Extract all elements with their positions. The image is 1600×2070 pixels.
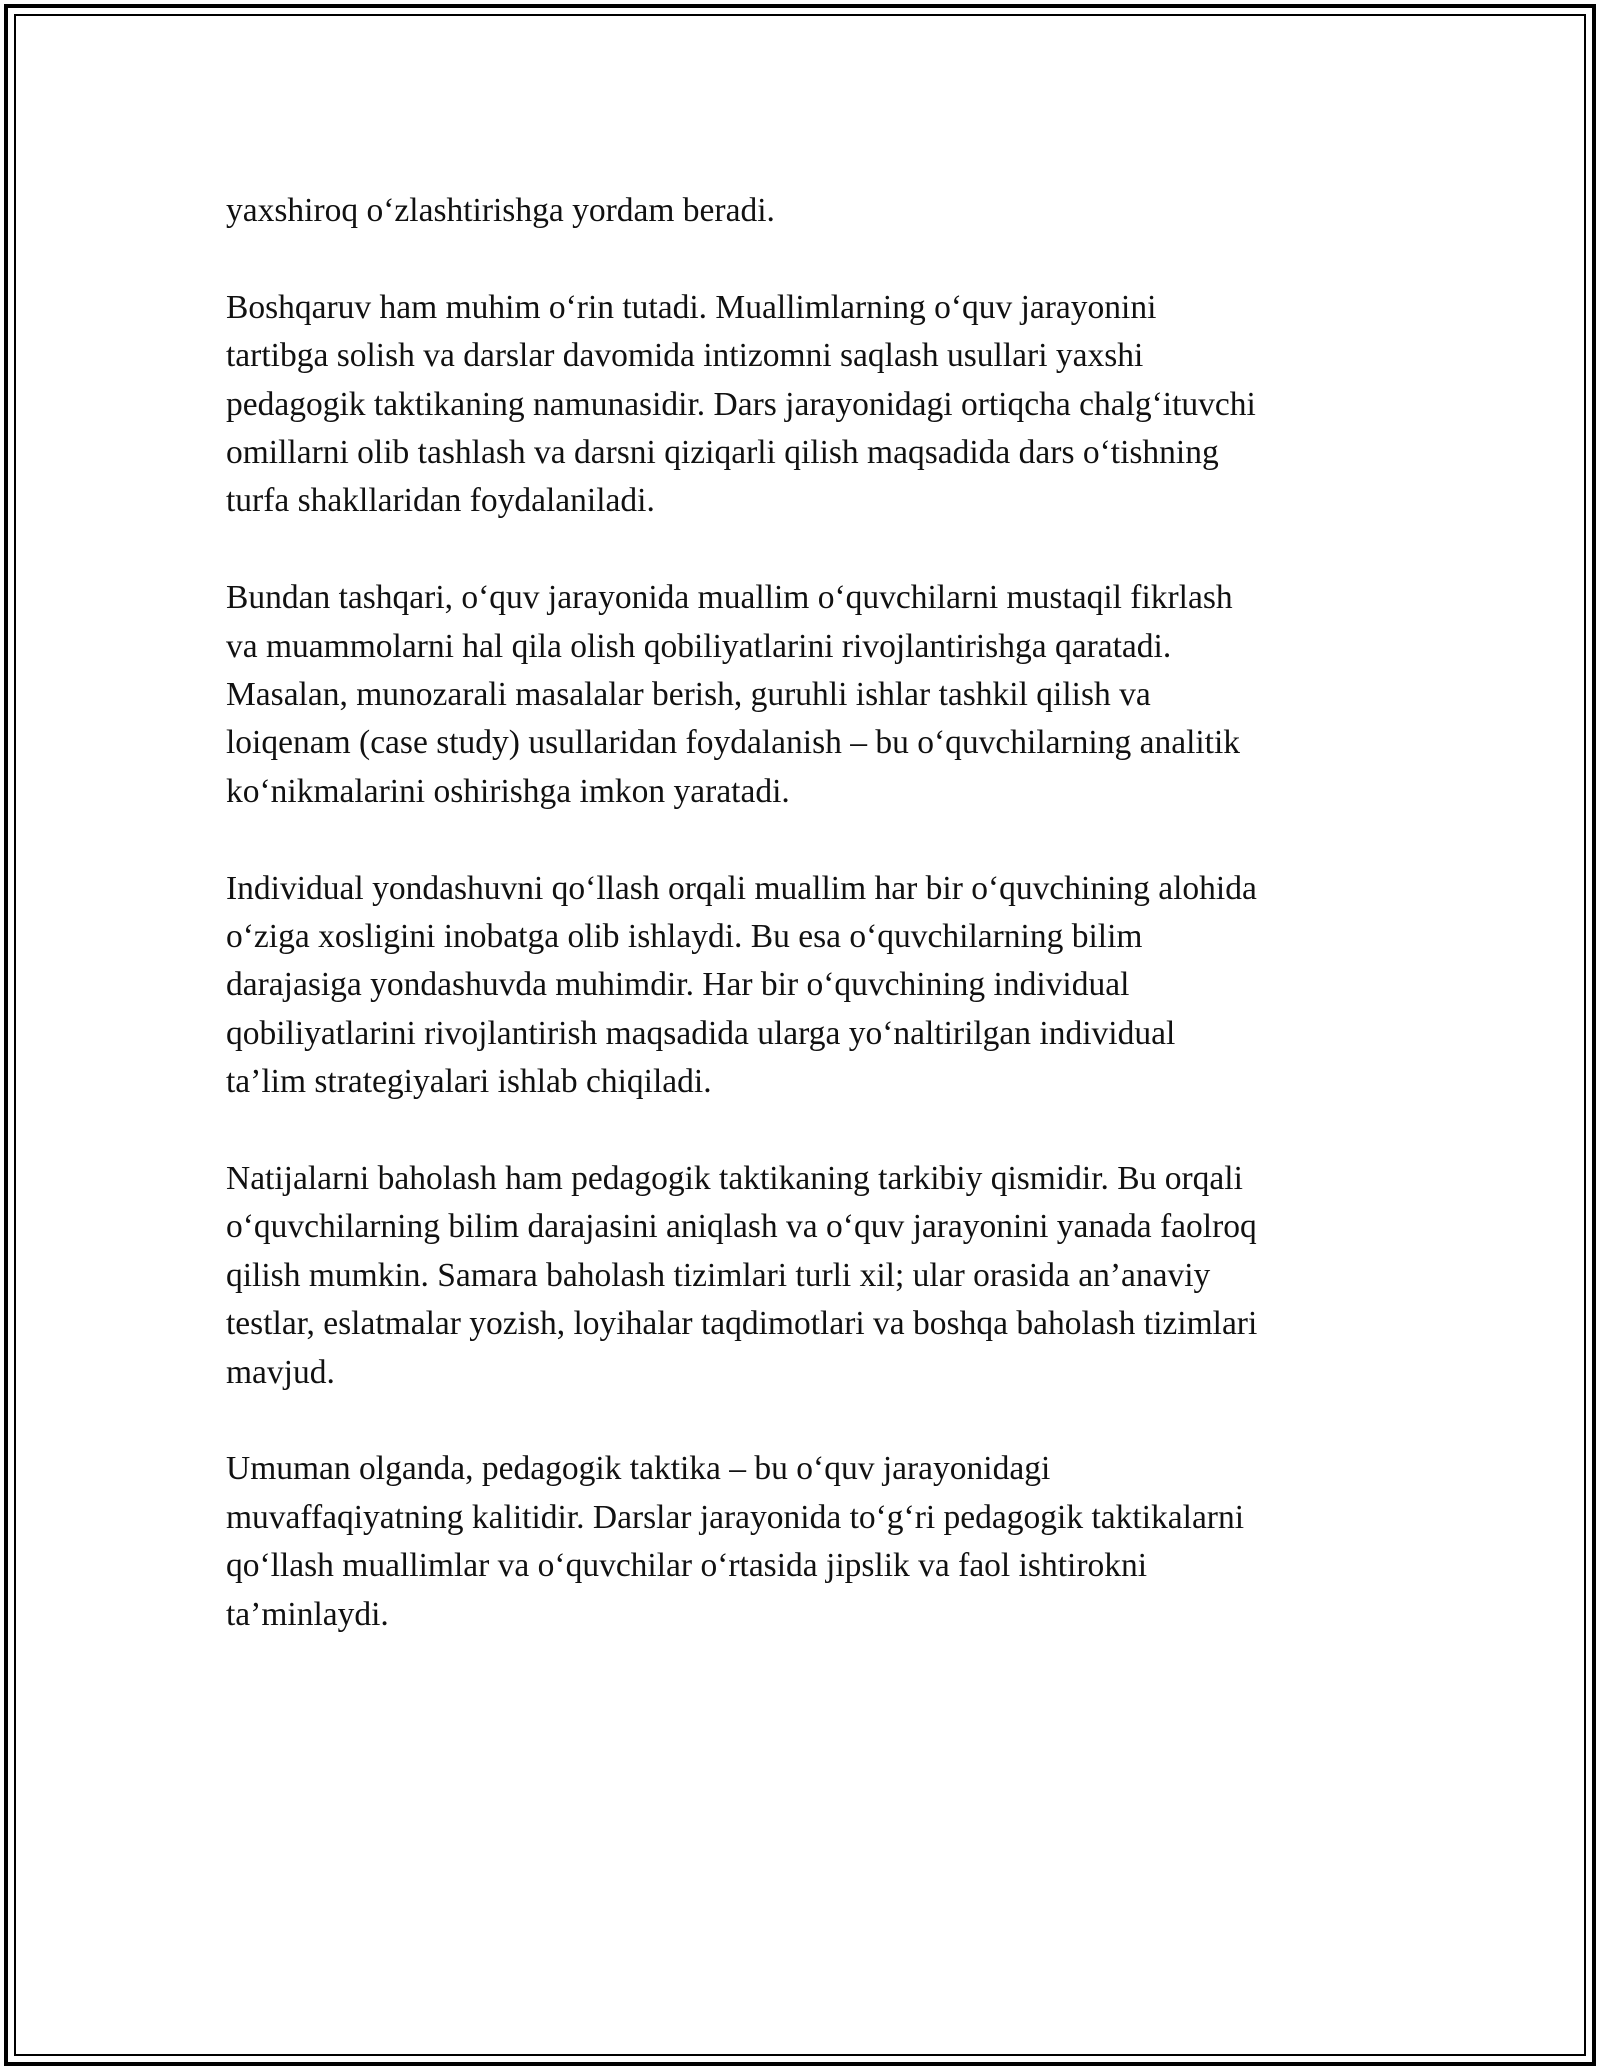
text-line: qo‘llash muallimlar va o‘quvchilar o‘rtasida jipslik va faol ishtirokni	[226, 1547, 1148, 1585]
text-line: muvaffaqiyatning kalitidir. Darslar jarayonida to‘g‘ri pedagogik taktikalarni	[226, 1498, 1245, 1536]
paragraph-2	[226, 284, 1386, 526]
text-line: mavjud.	[226, 1353, 335, 1391]
text-line: pedagogik taktikaning namunasidir. Dars jarayonidagi ortiqcha chalg‘ituvchi	[226, 385, 1256, 423]
text-line: qobiliyatlarini rivojlantirish maqsadida ularga yo‘naltirilgan individual	[226, 1014, 1176, 1052]
paragraph-4	[226, 865, 1386, 1107]
text-line: qilish mumkin. Samara baholash tizimlari turli xil; ular orasida an’anaviy	[226, 1256, 1211, 1294]
text-line: Bundan tashqari, o‘quv jarayonida muallim o‘quvchilarni mustaqil fikrlash	[226, 579, 1233, 617]
text-line: testlar, eslatmalar yozish, loyihalar taqdimotlari va boshqa baholash tizimlari	[226, 1305, 1258, 1343]
document-body	[226, 187, 1386, 1688]
text-line: darajasiga yondashuvda muhimdir. Har bir o‘quvchining individual	[226, 966, 1130, 1004]
text-line: Umuman olganda, pedagogik taktika – bu o‘quv jarayonidagi	[226, 1450, 1051, 1488]
paragraph-6	[226, 1445, 1386, 1639]
paragraph-3	[226, 574, 1386, 816]
text-line: o‘ziga xosligini inobatga olib ishlaydi. Bu esa o‘quvchilarning bilim	[226, 918, 1143, 956]
text-line: Boshqaruv ham muhim o‘rin tutadi. Muallimlarning o‘quv jarayonini	[226, 288, 1157, 326]
text-line: omillarni olib tashlash va darsni qiziqarli qilish maqsadida dars o‘tishning	[226, 434, 1219, 472]
text-line: turfa shakllaridan foydalaniladi.	[226, 482, 655, 520]
text-line: o‘quvchilarning bilim darajasini aniqlash va o‘quv jarayonini yanada faolroq	[226, 1208, 1257, 1246]
text-line: ta’minlaydi.	[226, 1595, 389, 1633]
paragraph-5	[226, 1155, 1386, 1397]
text-line: Masalan, munozarali masalalar berish, guruhli ishlar tashkil qilish va	[226, 676, 1151, 714]
text-line: yaxshiroq o‘zlashtirishga yordam beradi.	[226, 192, 775, 229]
text-line: ko‘nikmalarini oshirishga imkon yaratadi.	[226, 772, 790, 810]
text-line: Natijalarni baholash ham pedagogik taktikaning tarkibiy qismidir. Bu orqali	[226, 1160, 1243, 1198]
text-line: Individual yondashuvni qo‘llash orqali muallim har bir o‘quvchining alohida	[226, 869, 1257, 907]
text-line: va muammolarni hal qila olish qobiliyatlarini rivojlantirishga qaratadi.	[226, 627, 1172, 665]
text-line: ta’lim strategiyalari ishlab chiqiladi.	[226, 1063, 712, 1101]
text-line: loiqenam (case study) usullaridan foydalanish – bu o‘quvchilarning analitik	[226, 724, 1241, 762]
text-line: tartibga solish va darslar davomida intizomni saqlash usullari yaxshi	[226, 337, 1144, 375]
paragraph-1	[226, 187, 1386, 235]
